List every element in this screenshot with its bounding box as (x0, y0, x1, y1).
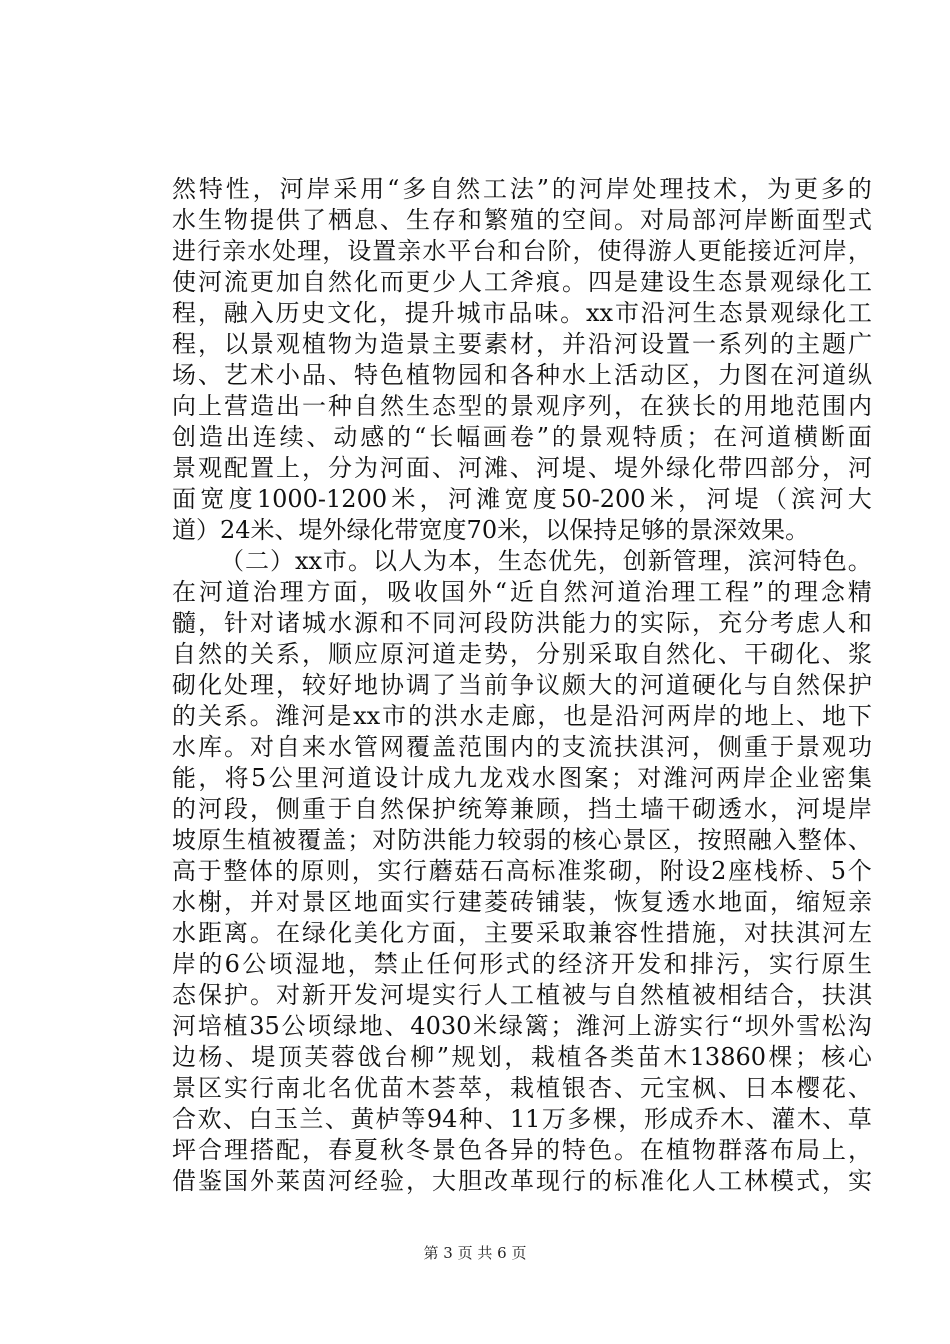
text-line: 高 于 整 体 的 原 则 ， 实 行 蘑 菇 石 高 标 准 浆 砌 ， 附 设 2 座 栈 桥 、 5 个 (172, 857, 872, 885)
text-line: 髓 ， 针 对 诸 城 水 源 和 不 同 河 段 防 洪 能 力 的 实 际 ， 充 分 考 虑 人 和 (172, 609, 872, 637)
text-line: 自 然 的 关 系 ， 顺 应 原 河 道 走 势 ， 分 别 采 取 自 然 化 、 干 砌 化 、 浆 (172, 640, 872, 668)
text-line: 使 河 流 更 加 自 然 化 而 更 少 人 工 斧 痕 。 四 是 建 设 生 态 景 观 绿 化 工 (172, 268, 872, 296)
text-line: 道 ） 24 米 、 堤 外 绿 化 带 宽 度 70 米 ， 以 保 持 足 够 的 景 深 效 果 。 (172, 516, 810, 544)
text-line: 向 上 营 造 出 一 种 自 然 生 态 型 的 景 观 序 列 ， 在 狭 长 的 用 地 范 围 内 (172, 392, 872, 420)
text-line: 进 行 亲 水 处 理 ， 设 置 亲 水 平 台 和 台 阶 ， 使 得 游 人 更 能 接 近 河 岸 ， (172, 237, 872, 265)
text-line: 态 保 护 。 对 新 开 发 河 堤 实 行 人 工 植 被 与 自 然 植 被 相 结 合 ， 扶 淇 (172, 981, 872, 1009)
text-line: 程 ， 以 景 观 植 物 为 造 景 主 要 素 材 ， 并 沿 河 设 置 一 系 列 的 主 题 广 (172, 330, 872, 358)
text-line: 景 区 实 行 南 北 名 优 苗 木 荟 萃 ， 栽 植 银 杏 、 元 宝 枫 、 日 本 樱 花 、 (172, 1074, 872, 1102)
text-line: 边 杨 、 堤 顶 芙 蓉 戗 台 柳 ” 规 划 ， 栽 植 各 类 苗 木 13860 棵 ； 核 心 (172, 1043, 872, 1071)
text-line: 的 河 段 ， 侧 重 于 自 然 保 护 统 筹 兼 顾 ， 挡 土 墙 干 砌 透 水 ， 河 堤 岸 (172, 795, 872, 823)
text-line: 砌 化 处 理 ， 较 好 地 协 调 了 当 前 争 议 颇 大 的 河 道 硬 化 与 自 然 保 护 (172, 671, 872, 699)
text-line: 面 宽 度 1000-1200 米 ， 河 滩 宽 度 50-200 米 ， 河 堤 （ 滨 河 大 (172, 485, 872, 513)
text-line: 程 ， 融 入 历 史 文 化 ， 提 升 城 市 品 味 。 xx 市 沿 河 生 态 景 观 绿 化 工 (172, 299, 872, 327)
text-line: 场 、 艺 术 小 品 、 特 色 植 物 园 和 各 种 水 上 活 动 区 ， 力 图 在 河 道 纵 (172, 361, 872, 389)
page-footer: 第 3 页 共 6 页 (423, 1244, 527, 1262)
text-line: 景 观 配 置 上 ， 分 为 河 面 、 河 滩 、 河 堤 、 堤 外 绿 化 带 四 部 分 ， 河 (172, 454, 872, 482)
text-line: （ 二 ） xx 市 。 以 人 为 本 ， 生 态 优 先 ， 创 新 管 理 ， 滨 河 特 色 。 (220, 547, 872, 575)
text-line: 水 榭 ， 并 对 景 区 地 面 实 行 建 菱 砖 铺 装 ， 恢 复 透 水 地 面 ， 缩 短 亲 (172, 888, 872, 916)
text-line: 在 河 道 治 理 方 面 ， 吸 收 国 外 “ 近 自 然 河 道 治 理 工 程 ” 的 理 念 精 (172, 578, 872, 606)
text-line: 创 造 出 连 续 、 动 感 的 “ 长 幅 画 卷 ” 的 景 观 特 质 ； 在 河 道 横 断 面 (172, 423, 872, 451)
text-line: 借 鉴 国 外 莱 茵 河 经 验 ， 大 胆 改 革 现 行 的 标 准 化 人 工 林 模 式 ， 实 (172, 1167, 872, 1195)
document-body (172, 174, 872, 1197)
text-line: 水 距 离 。 在 绿 化 美 化 方 面 ， 主 要 采 取 兼 容 性 措 施 ， 对 扶 淇 河 左 (172, 919, 872, 947)
text-line: 合 欢 、 白 玉 兰 、 黄 栌 等 94 种 、 11 万 多 棵 ， 形 成 乔 木 、 灌 木 、 草 (172, 1105, 872, 1133)
text-line: 然 特 性 ， 河 岸 采 用 “ 多 自 然 工 法 ” 的 河 岸 处 理 技 术 ， 为 更 多 的 (172, 175, 872, 203)
text-line: 岸 的 6 公 顷 湿 地 ， 禁 止 任 何 形 式 的 经 济 开 发 和 排 污 ， 实 行 原 生 (172, 950, 872, 978)
text-line: 河 培 植 35 公 顷 绿 地 、 4030 米 绿 篱 ； 潍 河 上 游 实 行 “ 坝 外 雪 松 沟 (172, 1012, 872, 1040)
text-line: 水 生 物 提 供 了 栖 息 、 生 存 和 繁 殖 的 空 间 。 对 局 部 河 岸 断 面 型 式 (172, 206, 872, 234)
text-line: 的 关 系 。 潍 河 是 xx 市 的 洪 水 走 廊 ， 也 是 沿 河 两 岸 的 地 上 、 地 下 (172, 702, 872, 730)
text-line: 坡 原 生 植 被 覆 盖 ； 对 防 洪 能 力 较 弱 的 核 心 景 区 ， 按 照 融 入 整 体 、 (172, 826, 872, 854)
text-line: 坪 合 理 搭 配 ， 春 夏 秋 冬 景 色 各 异 的 特 色 。 在 植 物 群 落 布 局 上 ， (172, 1136, 872, 1164)
text-line: 水 库 。 对 自 来 水 管 网 覆 盖 范 围 内 的 支 流 扶 淇 河 ， 侧 重 于 景 观 功 (172, 733, 872, 761)
text-line: 能 ， 将 5 公 里 河 道 设 计 成 九 龙 戏 水 图 案 ； 对 潍 河 两 岸 企 业 密 集 (172, 764, 872, 792)
